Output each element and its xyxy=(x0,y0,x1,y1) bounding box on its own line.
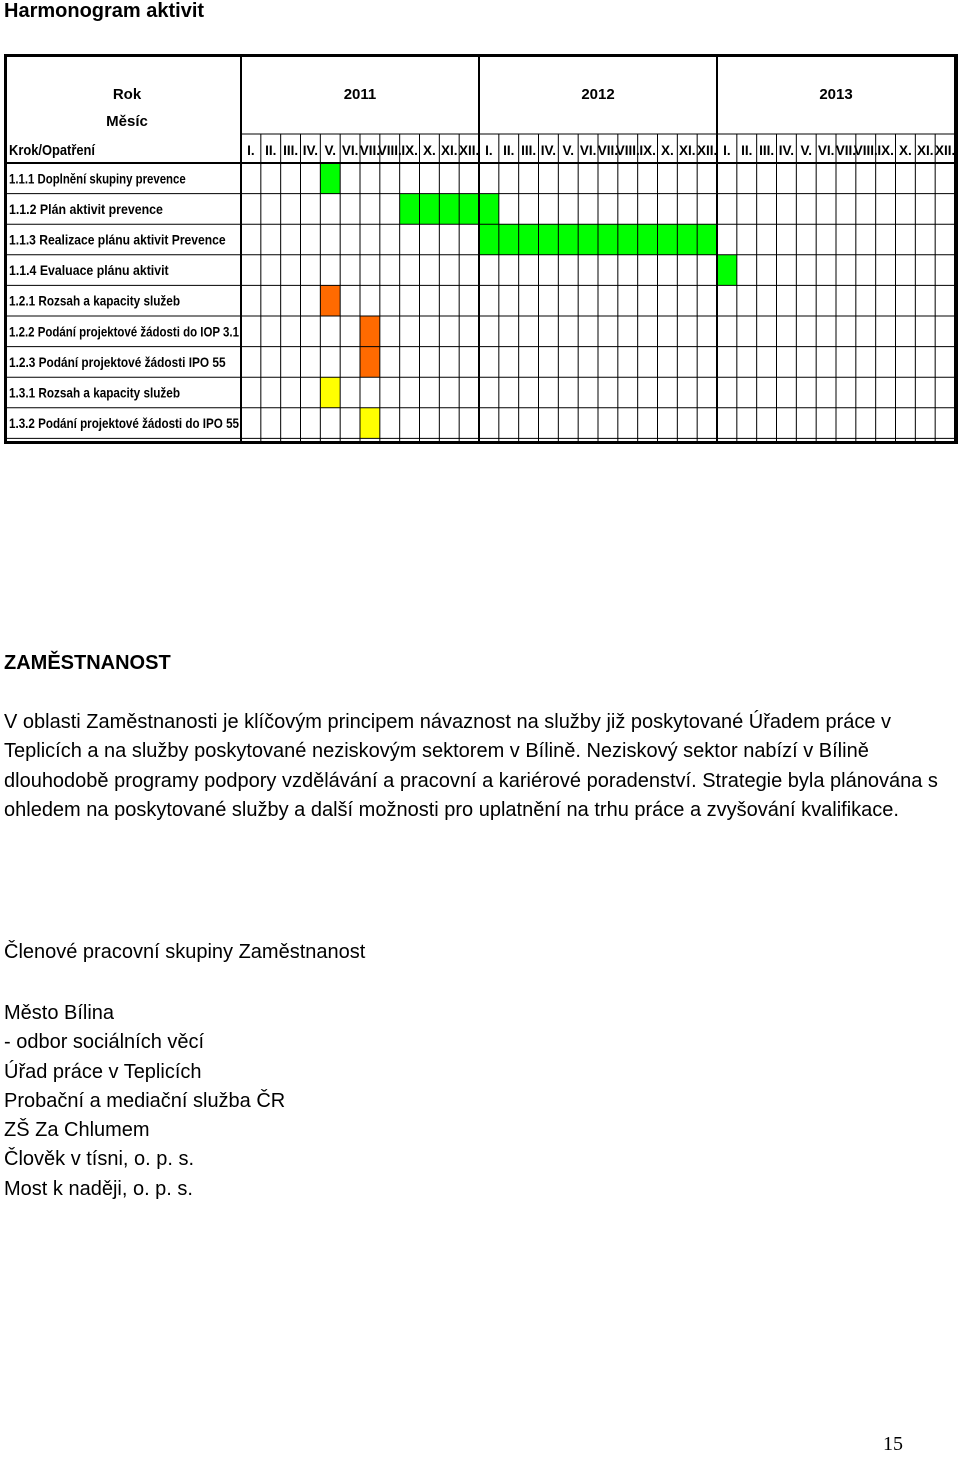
member-item: Most k naději, o. p. s. xyxy=(4,1177,193,1200)
section-title: ZAMĚSTNANOST xyxy=(4,652,171,674)
row-label: 1.1.3 Realizace plánu aktivit Prevence xyxy=(9,231,226,248)
month-label: XI. xyxy=(678,143,696,158)
month-label: III. xyxy=(759,143,775,158)
row-label: 1.2.3 Podání projektové žádosti IPO 55 xyxy=(9,353,226,370)
year-label: 2011 xyxy=(343,86,377,103)
member-item: ZŠ Za Chlumem xyxy=(4,1119,150,1142)
month-label: II. xyxy=(503,143,515,158)
month-label: X. xyxy=(661,143,674,158)
gantt-bar xyxy=(320,163,340,194)
month-label: II. xyxy=(265,143,277,158)
members-list xyxy=(4,999,285,1204)
member-item: Probační a mediační služba ČR xyxy=(4,1089,286,1112)
row-label: 1.2.1 Rozsah a kapacity služeb xyxy=(9,292,180,309)
month-label: II. xyxy=(741,143,753,158)
month-label: VIII. xyxy=(853,143,878,158)
month-label: VII. xyxy=(359,143,381,158)
month-label: IV. xyxy=(302,143,319,158)
month-label: XII. xyxy=(696,143,718,158)
gantt-bar xyxy=(360,408,380,439)
page-heading: Harmonogram aktivit xyxy=(4,0,205,22)
row-label: 1.3.2 Podání projektové žádosti do IPO 55 xyxy=(9,415,240,432)
gantt-bar xyxy=(400,194,499,225)
gantt-bar xyxy=(360,347,380,378)
month-label: V. xyxy=(562,143,575,158)
gantt-chart xyxy=(4,54,958,444)
month-label: VII. xyxy=(597,143,619,158)
month-label: XII. xyxy=(458,143,480,158)
month-label: VIII. xyxy=(615,143,640,158)
member-item: Město Bílina xyxy=(4,1002,115,1024)
gantt-bar xyxy=(320,285,340,316)
month-label: VII. xyxy=(835,143,857,158)
gantt-bar xyxy=(360,316,380,347)
member-item: Člověk v tísni, o. p. s. xyxy=(4,1148,195,1171)
gantt-bar xyxy=(717,255,737,286)
row-label: 1.1.4 Evaluace plánu aktivit xyxy=(9,262,169,279)
member-item: - odbor sociálních věcí xyxy=(4,1031,205,1054)
month-label: X. xyxy=(423,143,436,158)
month-label: VI. xyxy=(341,143,359,158)
month-label: IV. xyxy=(778,143,795,158)
month-label: IX. xyxy=(401,143,418,158)
month-label: I. xyxy=(247,143,255,158)
month-label: VIII. xyxy=(377,143,402,158)
month-label: XII. xyxy=(934,143,956,158)
month-label: IX. xyxy=(639,143,656,158)
month-label: III. xyxy=(283,143,299,158)
month-label: IX. xyxy=(877,143,894,158)
month-label: XI. xyxy=(440,143,458,158)
row-label: 1.1.2 Plán aktivit prevence xyxy=(9,200,164,217)
year-label: 2012 xyxy=(581,86,615,103)
member-item: Úřad práce v Teplicích xyxy=(4,1060,202,1083)
month-label: V. xyxy=(800,143,813,158)
month-label: IV. xyxy=(540,143,557,158)
month-label: VI. xyxy=(817,143,835,158)
month-label: I. xyxy=(485,143,493,158)
month-label: V. xyxy=(324,143,337,158)
row-label: 1.3.1 Rozsah a kapacity služeb xyxy=(9,384,180,401)
page-number: 15 xyxy=(883,1433,903,1455)
row-label: 1.2.2 Podání projektové žádosti do IOP 3.1 xyxy=(9,323,240,340)
year-label: 2013 xyxy=(819,86,853,103)
row-label: 1.1.1 Doplnění skupiny prevence xyxy=(9,170,186,187)
members-title: Členové pracovní skupiny Zaměstnanost xyxy=(4,941,366,963)
header-rok: Rok xyxy=(112,86,142,103)
header-mesic: Měsíc xyxy=(106,113,148,130)
gantt-bar xyxy=(320,377,340,408)
header-krok: Krok/Opatření xyxy=(9,142,96,159)
month-label: X. xyxy=(899,143,912,158)
month-label: III. xyxy=(521,143,537,158)
month-label: XI. xyxy=(916,143,934,158)
month-label: VI. xyxy=(579,143,597,158)
section-paragraph: V oblasti Zaměstnanosti je klíčovým principem návaznost na služby již poskytované Úřadem práce v Teplicích a na služby poskytované neziskovým sektorem v Bílině. Neziskový sektor nabízí v Bílině dlouhodobě programy podpory vzdělávání a pracovní a kariérové poradenství. Strategie byla plánována s ohledem na poskytované služby a další možnosti pro uplatnění na trhu práce a zvyšování kvalifikace. xyxy=(4,711,938,821)
month-label: I. xyxy=(723,143,731,158)
